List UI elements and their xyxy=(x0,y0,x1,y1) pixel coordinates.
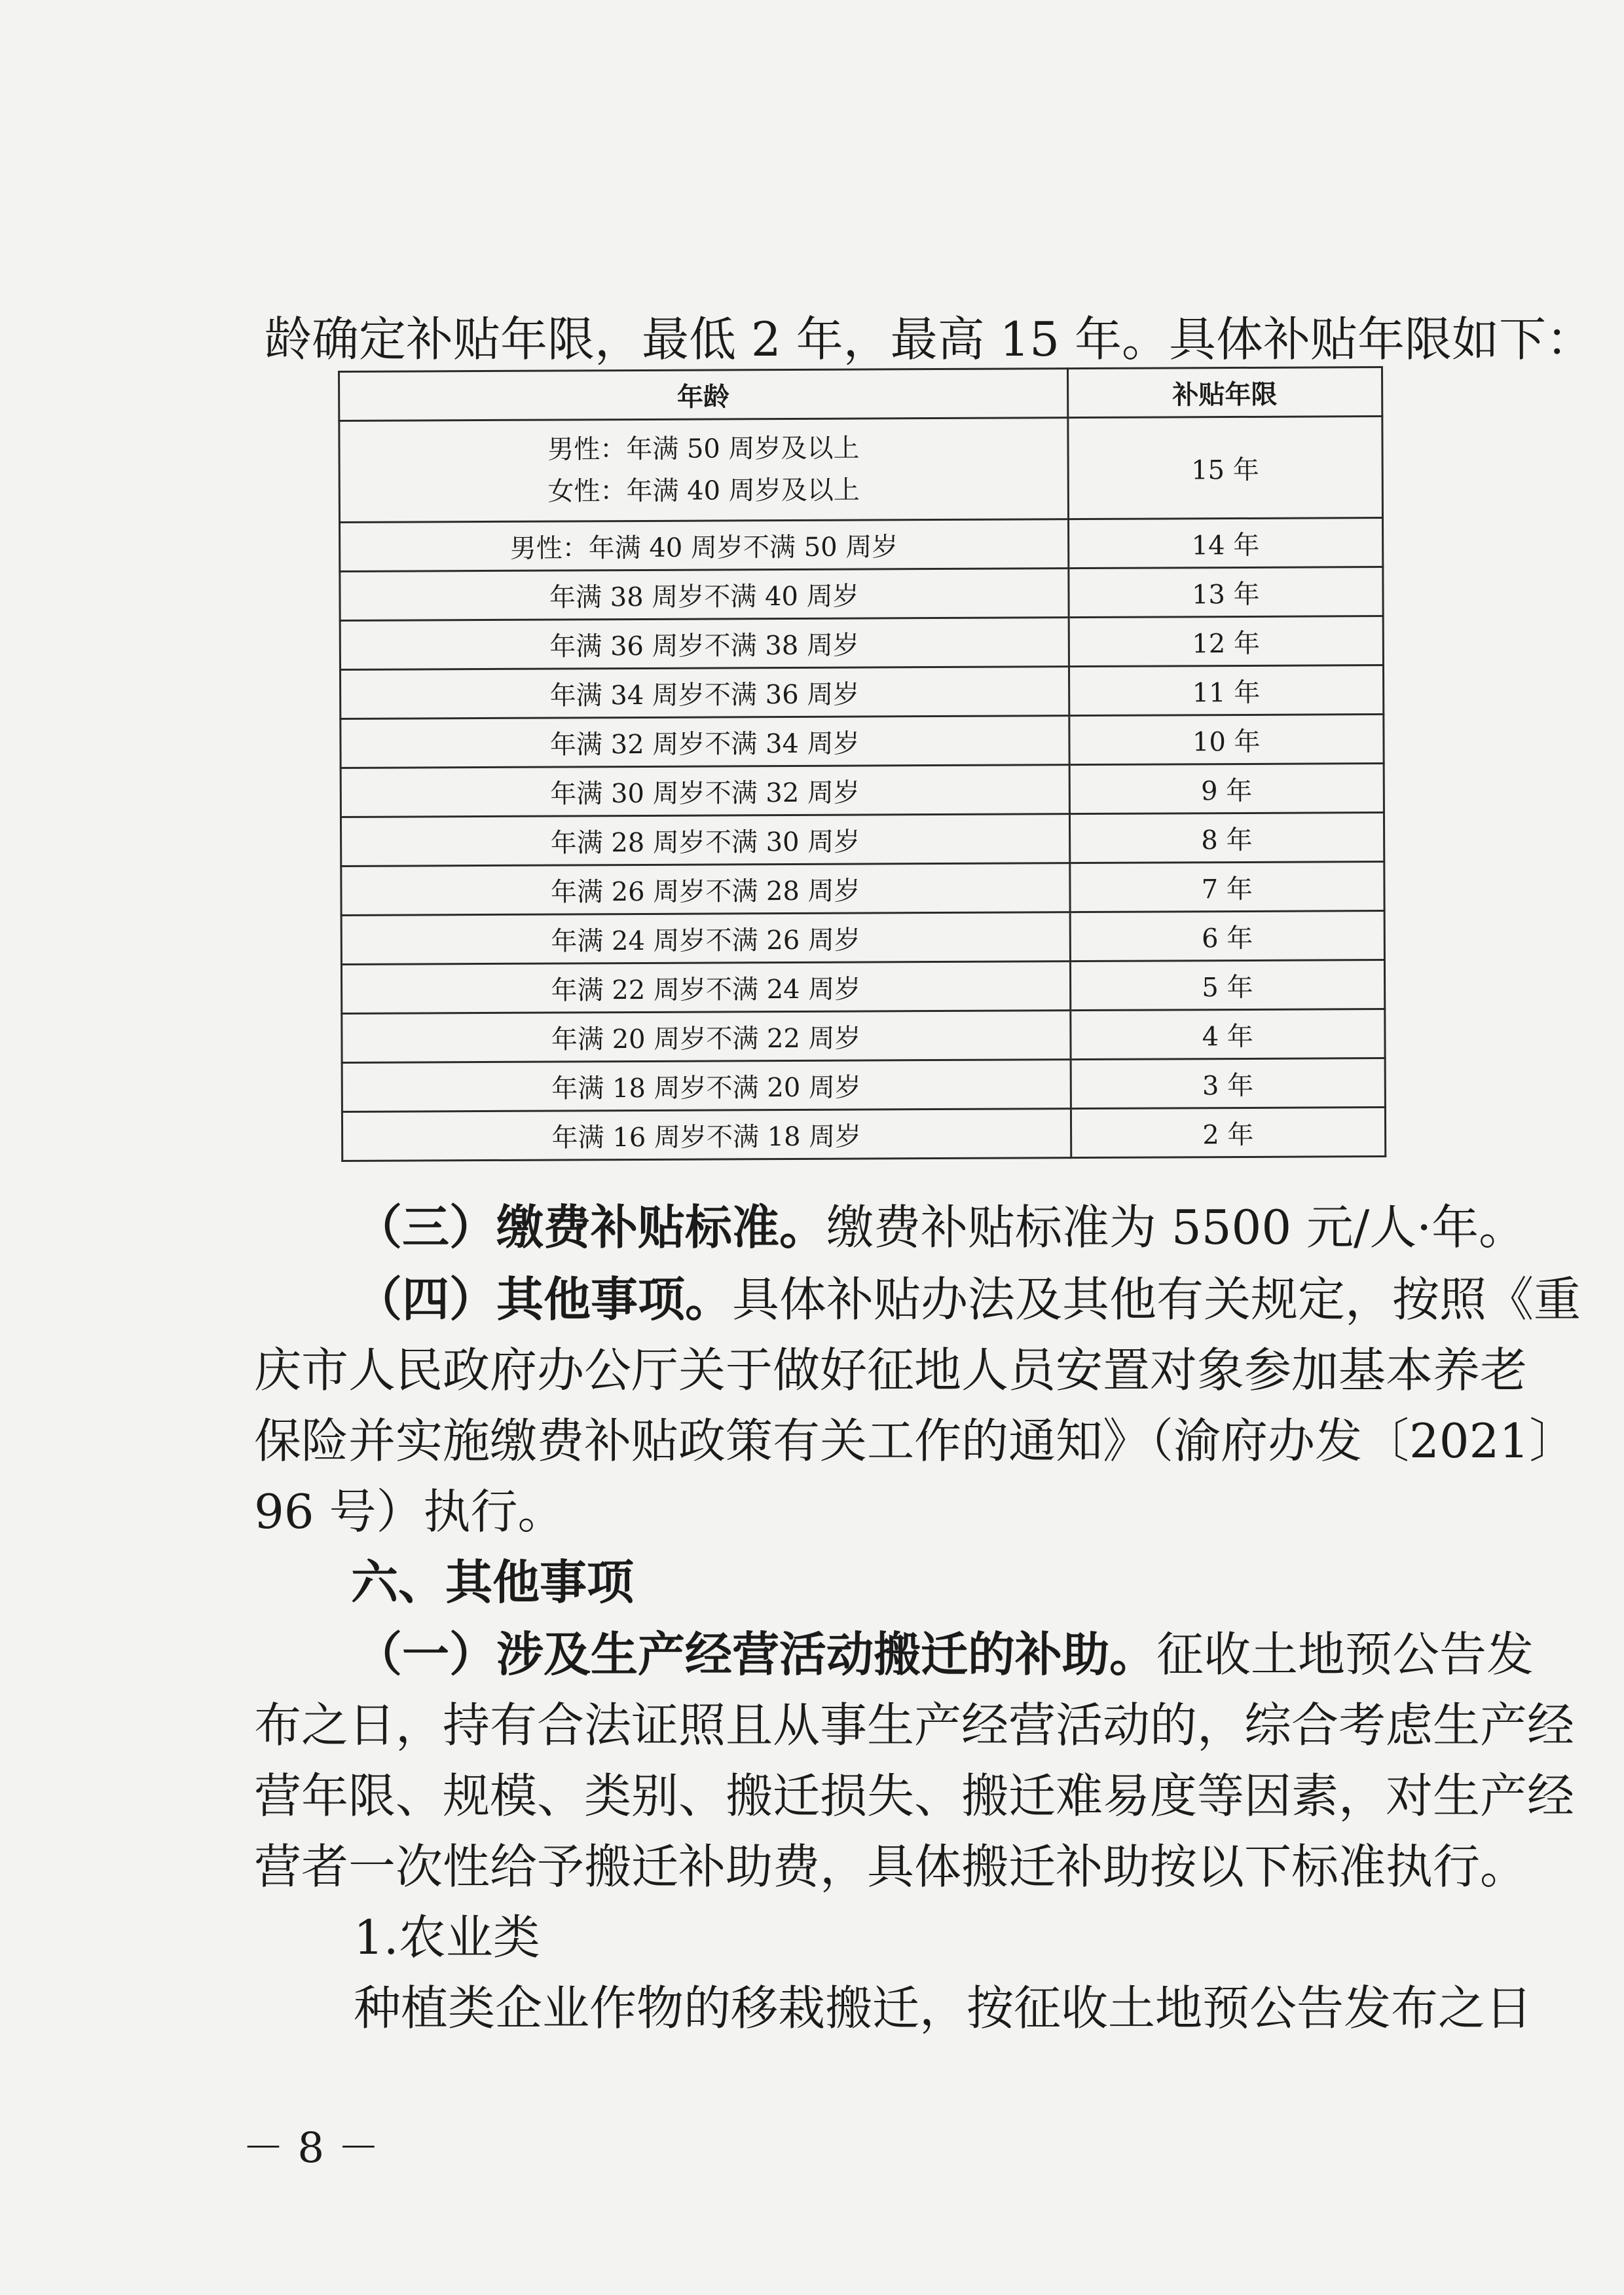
table-row xyxy=(340,518,1383,572)
age-cell: 年满 18 周岁不满 20 周岁 xyxy=(342,1060,1071,1112)
years-cell: 2 年 xyxy=(1071,1108,1386,1158)
years-cell: 3 年 xyxy=(1071,1058,1386,1109)
section-6-1-line-2: 布之日，持有合法证照且从事生产经营活动的，综合考虑生产经 xyxy=(254,1698,1575,1753)
section-4-line-4: 96 号）执行。 xyxy=(254,1484,565,1539)
section-6-1-line-1 xyxy=(355,1627,1534,1682)
table-row xyxy=(341,911,1384,965)
table-row xyxy=(340,616,1383,670)
table-row xyxy=(341,715,1384,768)
years-cell: 8 年 xyxy=(1069,813,1384,863)
age-cell: 年满 32 周岁不满 34 周岁 xyxy=(341,716,1069,768)
section-6-1-line-3: 营年限、规模、类别、搬迁损失、搬迁难易度等因素，对生产经 xyxy=(254,1768,1575,1823)
years-cell: 14 年 xyxy=(1068,518,1383,569)
years-cell: 6 年 xyxy=(1070,911,1385,961)
section-6-heading: 六、其他事项 xyxy=(351,1555,635,1610)
table-row xyxy=(341,862,1384,916)
column-header-years: 补贴年限 xyxy=(1067,367,1382,418)
section-6-1-text: 征收土地预公告发 xyxy=(1156,1627,1534,1682)
table-header-row xyxy=(339,367,1382,421)
years-cell: 11 年 xyxy=(1069,665,1384,716)
last-paragraph-line: 种植类企业作物的移栽搬迁，按征收土地预公告发布之日 xyxy=(354,1981,1533,2036)
section-6-1-line-4: 营者一次性给予搬迁补助费，具体搬迁补助按以下标准执行。 xyxy=(254,1839,1528,1894)
age-cell: 年满 24 周岁不满 26 周岁 xyxy=(341,912,1070,965)
table-row xyxy=(341,764,1384,817)
years-cell: 12 年 xyxy=(1069,616,1384,667)
section-4-line-3: 保险并实施缴费补贴政策有关工作的通知》（渝府办发〔2021〕 xyxy=(254,1413,1577,1468)
section-6-1-label: （一）涉及生产经营活动搬迁的补助。 xyxy=(355,1627,1157,1682)
years-cell: 10 年 xyxy=(1069,715,1384,765)
age-cell: 年满 20 周岁不满 22 周岁 xyxy=(342,1011,1071,1063)
age-cell: 年满 38 周岁不满 40 周岁 xyxy=(340,569,1069,621)
age-cell xyxy=(339,418,1068,523)
section-4-text: 具体补贴办法及其他有关规定，按照《重 xyxy=(732,1272,1581,1327)
section-4-line-1 xyxy=(355,1272,1581,1327)
page-number: － 8 － xyxy=(242,2124,380,2173)
age-cell: 年满 22 周岁不满 24 周岁 xyxy=(341,961,1070,1014)
years-cell: 5 年 xyxy=(1070,960,1385,1011)
age-cell: 年满 16 周岁不满 18 周岁 xyxy=(342,1109,1071,1161)
table-row xyxy=(342,1009,1385,1063)
age-cell: 年满 26 周岁不满 28 周岁 xyxy=(341,863,1070,916)
age-cell: 年满 34 周岁不满 36 周岁 xyxy=(340,667,1069,719)
table-row xyxy=(341,960,1384,1014)
table-row xyxy=(342,1108,1385,1161)
age-line-male: 男性：年满 50 周岁及以上 xyxy=(547,433,860,465)
years-cell: 13 年 xyxy=(1068,567,1383,618)
age-line-female: 女性：年满 40 周岁及以上 xyxy=(547,475,860,507)
table-row xyxy=(340,665,1383,719)
age-cell: 年满 36 周岁不满 38 周岁 xyxy=(340,618,1069,670)
table-row xyxy=(340,567,1383,621)
table-row xyxy=(341,813,1384,867)
years-cell: 4 年 xyxy=(1070,1009,1385,1060)
item-1-heading: 1.农业类 xyxy=(354,1910,540,1965)
section-4-line-2: 庆市人民政府办公厅关于做好征地人员安置对象参加基本养老 xyxy=(254,1343,1528,1398)
age-cell: 年满 28 周岁不满 30 周岁 xyxy=(341,814,1069,867)
section-3-text: 缴费补贴标准为 5500 元/人·年。 xyxy=(826,1200,1526,1255)
section-3-paragraph xyxy=(355,1200,1526,1255)
age-cell: 男性：年满 40 周岁不满 50 周岁 xyxy=(340,519,1069,572)
age-cell: 年满 30 周岁不满 32 周岁 xyxy=(341,765,1069,817)
section-3-label: （三）缴费补贴标准。 xyxy=(355,1200,827,1255)
years-cell: 15 年 xyxy=(1067,417,1382,519)
table-row xyxy=(339,417,1383,523)
subsidy-years-table xyxy=(338,366,1386,1162)
years-cell: 9 年 xyxy=(1069,764,1384,814)
column-header-age: 年龄 xyxy=(339,369,1068,421)
section-4-label: （四）其他事项。 xyxy=(355,1272,733,1327)
years-cell: 7 年 xyxy=(1069,862,1384,912)
intro-line: 龄确定补贴年限，最低 2 年，最高 15 年。具体补贴年限如下： xyxy=(265,312,1593,367)
table-row xyxy=(342,1058,1385,1112)
